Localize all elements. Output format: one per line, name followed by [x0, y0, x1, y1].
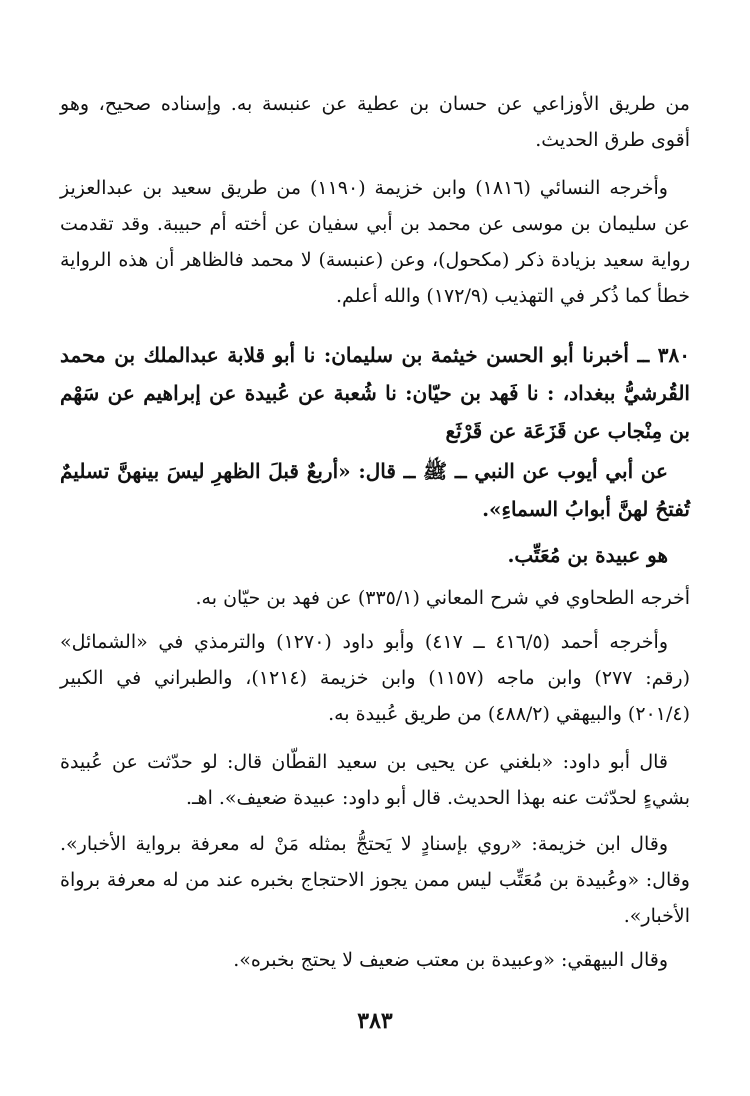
paragraph-ibn-khuzayma-quote: وقال ابن خزيمة: «روي بإسنادٍ لا يَحتجُّ بمثله مَنْ له معرفة برواية الأخبار». وقال: «وعُبيدة بن مُعَتِّب ليس ممن يجوز الاحتجاج بخبره عند من له معرفة برواة الأخبار».: [60, 833, 690, 927]
page-number: ٣٨٣: [357, 1008, 393, 1034]
narrator-identification: هو عبيدة بن مُعَتِّب.: [507, 543, 668, 567]
hadith-380-matn: عن أبي أيوب عن النبي ــ ﷺ ــ قال: «أربعٌ قبلَ الظهرِ ليسَ بينهنَّ تسليمٌ تُفتحُ لهنَّ أبوابُ السماءِ».: [60, 459, 690, 521]
paragraph-bayhaqi-quote: وقال البيهقي: «وعبيدة بن معتب ضعيف لا يحتج بخبره».: [233, 949, 668, 971]
paragraph-abu-dawud-quote: قال أبو داود: «بلغني عن يحيى بن سعيد القطّان قال: لو حدّثت عن عُبيدة بشيءٍ لحدّثت عنه بهذا الحديث. قال أبو داود: عبيدة ضعيف». اهـ.: [60, 751, 690, 809]
paragraph-tahawi-takhrij: أخرجه الطحاوي في شرح المعاني (٣٣٥/١) عن فهد بن حيّان به.: [195, 587, 690, 609]
hadith-380-isnad: ٣٨٠ ــ أخبرنا أبو الحسن خيثمة بن سليمان: نا أبو قلابة عبدالملك بن محمد القُرشيُّ ببغداد، : نا فَهد بن حيّان: نا شُعبة عن عُبيدة عن إبراهيم عن سَهْم بن مِنْجاب عن قَزَعَة عن قَرْثَع: [60, 343, 690, 443]
paragraph-isnad-note: من طريق الأوزاعي عن حسان بن عطية عن عنبسة به. وإسناده صحيح، وهو أقوى طرق الحديث.: [60, 93, 690, 151]
paragraph-ahmad-takhrij: وأخرجه أحمد (٤١٦/٥ ــ ٤١٧) وأبو داود (١٢٧٠) والترمذي في «الشمائل» (رقم: ٢٧٧) وابن ماجه (١١٥٧) وابن خزيمة (١٢١٤)، والطبراني في الكبير (٢٠١/٤) والبيهقي (٤٨٨/٢) من طريق عُبيدة به.: [60, 631, 690, 725]
paragraph-nasai-takhrij: وأخرجه النسائي (١٨١٦) وابن خزيمة (١١٩٠) من طريق سعيد بن عبدالعزيز عن سليمان بن موسى عن محمد بن أبي سفيان عن أخته أم حبيبة. وقد تقدمت رواية سعيد بزيادة ذكر (مكحول)، وعن (عنبسة) لا محمد فالظاهر أن هذه الرواية خطأ كما ذُكر في التهذيب (١٧٢/٩) والله أعلم.: [60, 177, 690, 307]
